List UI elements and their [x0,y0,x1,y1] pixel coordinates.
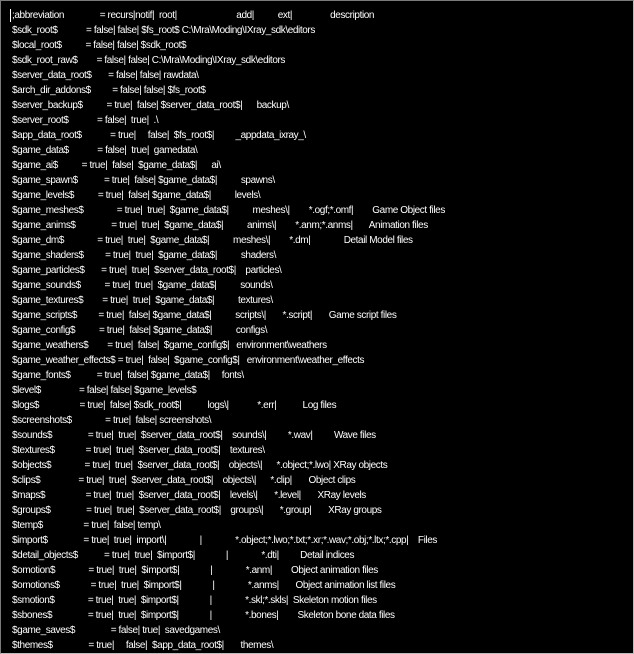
text-cursor [10,9,11,22]
config-line: $arch_dir_addons$ = false| false| $fs_root$ [12,85,206,96]
config-line: $detail_objects$ = true| true| $import$| | *.dti| Detail indices [12,550,355,561]
config-line: $server_data_root$ = false| false| rawdata\ [12,70,199,81]
config-line: ;abbreviation = recurs|notif| root| add| ext| description [12,10,375,21]
config-line: $game_weather_effects$ = true| false| $game_config$| environment\weather_effects [12,355,365,366]
config-line: $logs$ = true| false| $sdk_root$| logs\| *.err| Log files [12,400,337,411]
config-line: $sbones$ = true| true| $import$| | *.bones| Skeleton bone data files [12,610,395,621]
config-line: $game_config$ = true| false| $game_data$| configs\ [12,325,268,336]
config-line: $game_shaders$ = true| true| $game_data$| shaders\ [12,250,276,261]
config-line: $themes$ = true| false| $app_data_root$| themes\ [12,640,274,651]
config-line: $game_meshes$ = true| true| $game_data$| meshes\| *.ogf;*.omf| Game Object files [12,205,445,216]
config-line: $game_fonts$ = true| false| $game_data$| fonts\ [12,370,244,381]
config-line: $game_textures$ = true| true| $game_data$| textures\ [12,295,273,306]
config-line: $game_weathers$ = true| false| $game_config$| environment\weathers [12,340,327,351]
config-line: $game_anims$ = true| true| $game_data$| anims\| *.anm;*.anms| Animation files [12,220,428,231]
config-line: $game_particles$ = true| true| $server_data_root$| particles\ [12,265,282,276]
config-line: $game_saves$ = false| true| savedgames\ [12,625,220,636]
config-line: $game_data$ = false| true| gamedata\ [12,145,198,156]
config-line: $smotion$ = true| true| $import$| | *.skl;*.skls| Skeleton motion files [12,595,377,606]
config-line: $game_sounds$ = true| true| $game_data$| sounds\ [12,280,273,291]
config-line: $local_root$ = false| false| $sdk_root$ [12,40,187,51]
config-line: $game_ai$ = true| false| $game_data$| ai\ [12,160,221,171]
config-line: $app_data_root$ = true| false| $fs_root$| _appdata_ixray_\ [12,130,306,141]
config-line: $game_dm$ = true| true| $game_data$| meshes\| *.dm| Detail Model files [12,235,413,246]
config-line: $game_levels$ = true| false| $game_data$| levels\ [12,190,261,201]
config-line: $import$ = true| true| import\| | *.object;*.lwo;*.txt;*.xr;*.wav;*.obj;*.ltx;*.cpp| Files [12,535,437,546]
config-line: $game_scripts$ = true| false| $game_data$| scripts\| *.script| Game script files [12,310,397,321]
config-text-area[interactable] [12,8,632,653]
config-line: $sounds$ = true| true| $server_data_root$| sounds\| *.wav| Wave files [12,430,376,441]
config-line: $sdk_root$ = false| false| $fs_root$ C:\Mra\Moding\IXray_sdk\editors [12,25,315,36]
config-line: $clips$ = true| true| $server_data_root$| objects\| *.clip| Object clips [12,475,356,486]
config-line: $screenshots$ = true| false| screenshots\ [12,415,212,426]
config-line: $temp$ = true| false| temp\ [12,520,161,531]
config-line: $groups$ = true| true| $server_data_root$| groups\| *.group| XRay groups [12,505,382,516]
config-line: $game_spawn$ = true| false| $game_data$| spawns\ [12,175,275,186]
config-line: $omotions$ = true| true| $import$| | *.anms| Object animation list files [12,580,396,591]
config-line: $maps$ = true| true| $server_data_root$| levels\| *.level| XRay levels [12,490,366,501]
config-line: $server_backup$ = true| false| $server_data_root$| backup\ [12,100,289,111]
config-line: $omotion$ = true| true| $import$| | *.anm| Object animation files [12,565,378,576]
config-line: $level$ = false| false| $game_levels$ [12,385,197,396]
config-line: $server_root$ = false| true| .\ [12,115,159,126]
config-line: $objects$ = true| true| $server_data_root$| objects\| *.object;*.lwo| XRay objects [12,460,388,471]
config-line: $sdk_root_raw$ = false| false| C:\Mra\Moding\IXray_sdk\editors [12,55,286,66]
config-line: $textures$ = true| true| $server_data_root$| textures\ [12,445,265,456]
